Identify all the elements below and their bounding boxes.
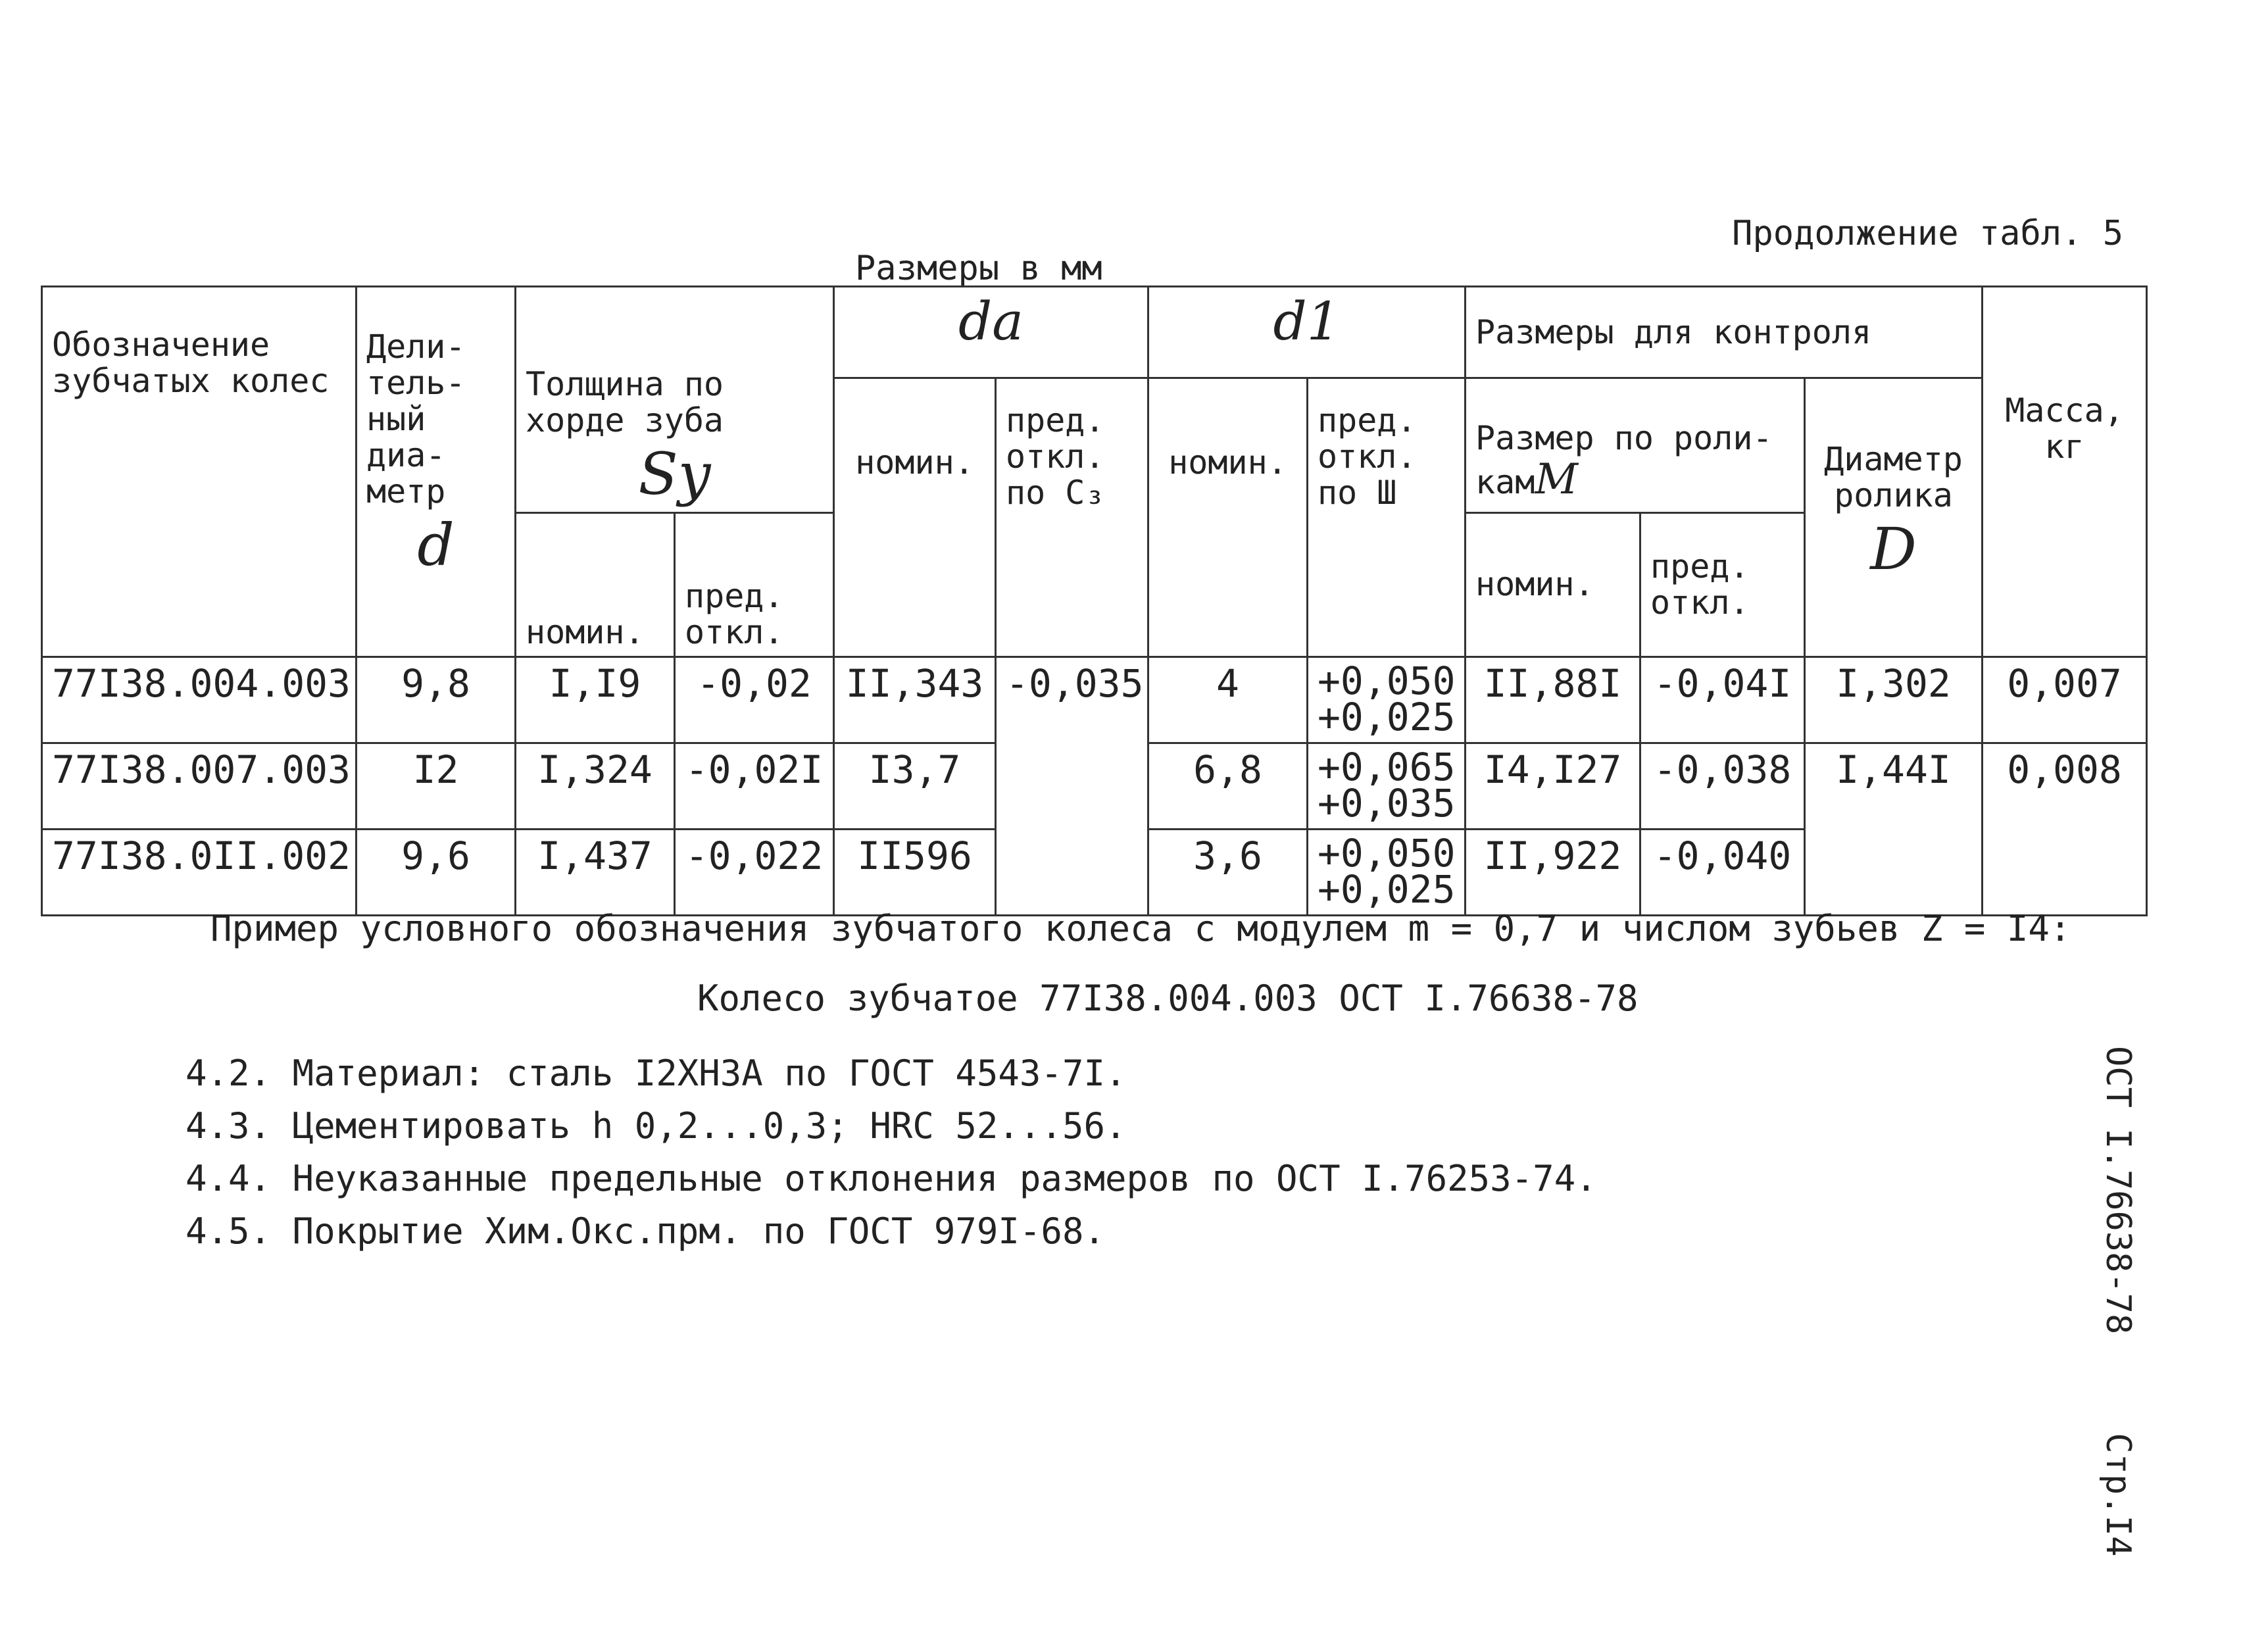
continuation-label: Продолжение табл. 5 [1732, 214, 2123, 253]
header-roller-deviation: пред. откл. [1640, 512, 1805, 657]
cell-designation: 77I38.007.003 [42, 743, 357, 829]
d1-dev-upper: +0,050 [1318, 830, 1456, 876]
header-pitch-diameter [357, 287, 516, 657]
notes-list [185, 1047, 1597, 1258]
roller-size-label: Размер по роли- кам [1475, 419, 1773, 501]
cell-d1-nom: 3,6 [1148, 829, 1308, 915]
cell-m-dev: -0,04I [1640, 657, 1805, 743]
d1-dev-lower: +0,035 [1318, 780, 1456, 826]
cell-d1-dev [1308, 743, 1466, 829]
header-da-nominal: номин. [834, 378, 996, 657]
note-item: 4.3. Цементировать h 0,2...0,3; HRC 52...56. [185, 1105, 1127, 1147]
header-row-1 [42, 287, 2147, 378]
example-line: Пример условного обозначения зубчатого колеса с модулем m = 0,7 и числом зубьев Z = I4: [210, 908, 2071, 949]
cell-d: 9,6 [357, 829, 516, 915]
header-roller-diameter [1805, 378, 1983, 657]
header-d1-nominal: номин. [1148, 378, 1308, 657]
header-designation: Обозначение зубчатых колес [42, 287, 357, 657]
cell-roller-d: I,302 [1805, 657, 1983, 743]
cell-s-nom: I,I9 [516, 657, 675, 743]
roller-diameter-label: Диаметр ролика [1824, 440, 1963, 514]
chord-thickness-symbol: Sy [638, 440, 711, 508]
d1-dev-lower: +0,025 [1318, 866, 1456, 912]
cell-mass-shared: 0,008 [1983, 743, 2147, 915]
header-d1-deviation: пред. откл. по Ш [1308, 378, 1466, 657]
example-designation: Колесо зубчатое 77I38.004.003 ОСТ I.76638-78 [697, 978, 1639, 1019]
cell-designation: 77I38.0II.002 [42, 829, 357, 915]
cell-m-nom: I4,I27 [1466, 743, 1640, 829]
cell-s-dev: -0,02I [675, 743, 834, 829]
d1-dev-upper: +0,065 [1318, 744, 1456, 789]
cell-d: I2 [357, 743, 516, 829]
note-item: 4.5. Покрытие Хим.Окс.прм. по ГОСТ 979I-68. [185, 1210, 1105, 1252]
cell-s-dev: -0,02 [675, 657, 834, 743]
pitch-diameter-symbol: d [417, 511, 455, 579]
table-row [42, 657, 2147, 743]
cell-m-nom: II,922 [1466, 829, 1640, 915]
d1-dev-upper: +0,050 [1318, 658, 1456, 703]
cell-designation: 77I38.004.003 [42, 657, 357, 743]
header-d1 [1148, 287, 1466, 378]
cell-d1-dev [1308, 829, 1466, 915]
cell-d1-dev [1308, 657, 1466, 743]
cell-m-dev: -0,040 [1640, 829, 1805, 915]
da-symbol: da [958, 291, 1023, 352]
header-chord-thickness [516, 287, 834, 513]
units-note: Размеры в мм [855, 249, 1102, 288]
side-page-number: Стр.I4 [2098, 1433, 2138, 1557]
cell-m-nom: II,88I [1466, 657, 1640, 743]
cell-da-dev-shared: -0,035 [996, 657, 1148, 915]
header-control-sizes: Размеры для контроля [1466, 287, 1983, 378]
cell-mass: 0,007 [1983, 657, 2147, 743]
cell-d: 9,8 [357, 657, 516, 743]
side-doc-number: ОСТ I.76638-78 [2098, 1046, 2138, 1335]
header-mass: Масса, кг [1983, 287, 2147, 657]
cell-d1-nom: 4 [1148, 657, 1308, 743]
header-da [834, 287, 1148, 378]
header-chord-nominal: номин. [516, 512, 675, 657]
cell-d1-nom: 6,8 [1148, 743, 1308, 829]
pitch-diameter-label: Дели- тель- ный диа- метр [366, 328, 466, 510]
d1-symbol: d1 [1273, 291, 1341, 352]
cell-s-nom: I,324 [516, 743, 675, 829]
header-chord-deviation: пред. откл. [675, 512, 834, 657]
note-item: 4.2. Материал: сталь I2XH3A по ГОСТ 4543-7I. [185, 1053, 1127, 1094]
header-roller-nominal: номин. [1466, 512, 1640, 657]
cell-da-nom: II,343 [834, 657, 996, 743]
roller-diameter-symbol: D [1870, 515, 1917, 583]
side-margin-label [2098, 1046, 2138, 1556]
header-da-deviation: пред. откл. по С₃ [996, 378, 1148, 657]
cell-s-nom: I,437 [516, 829, 675, 915]
cell-s-dev: -0,022 [675, 829, 834, 915]
d1-dev-lower: +0,025 [1318, 694, 1456, 739]
cell-roller-d-shared: I,44I [1805, 743, 1983, 915]
cell-da-nom: I3,7 [834, 743, 996, 829]
chord-thickness-label: Толщина по хорде зуба [526, 365, 724, 439]
cell-m-dev: -0,038 [1640, 743, 1805, 829]
gear-spec-table [41, 285, 2148, 916]
note-item: 4.4. Неуказанные предельные отклонения размеров по ОСТ I.76253-74. [185, 1158, 1597, 1199]
header-roller-size [1466, 378, 1805, 513]
roller-size-symbol: M [1535, 455, 1578, 504]
cell-da-nom: II596 [834, 829, 996, 915]
